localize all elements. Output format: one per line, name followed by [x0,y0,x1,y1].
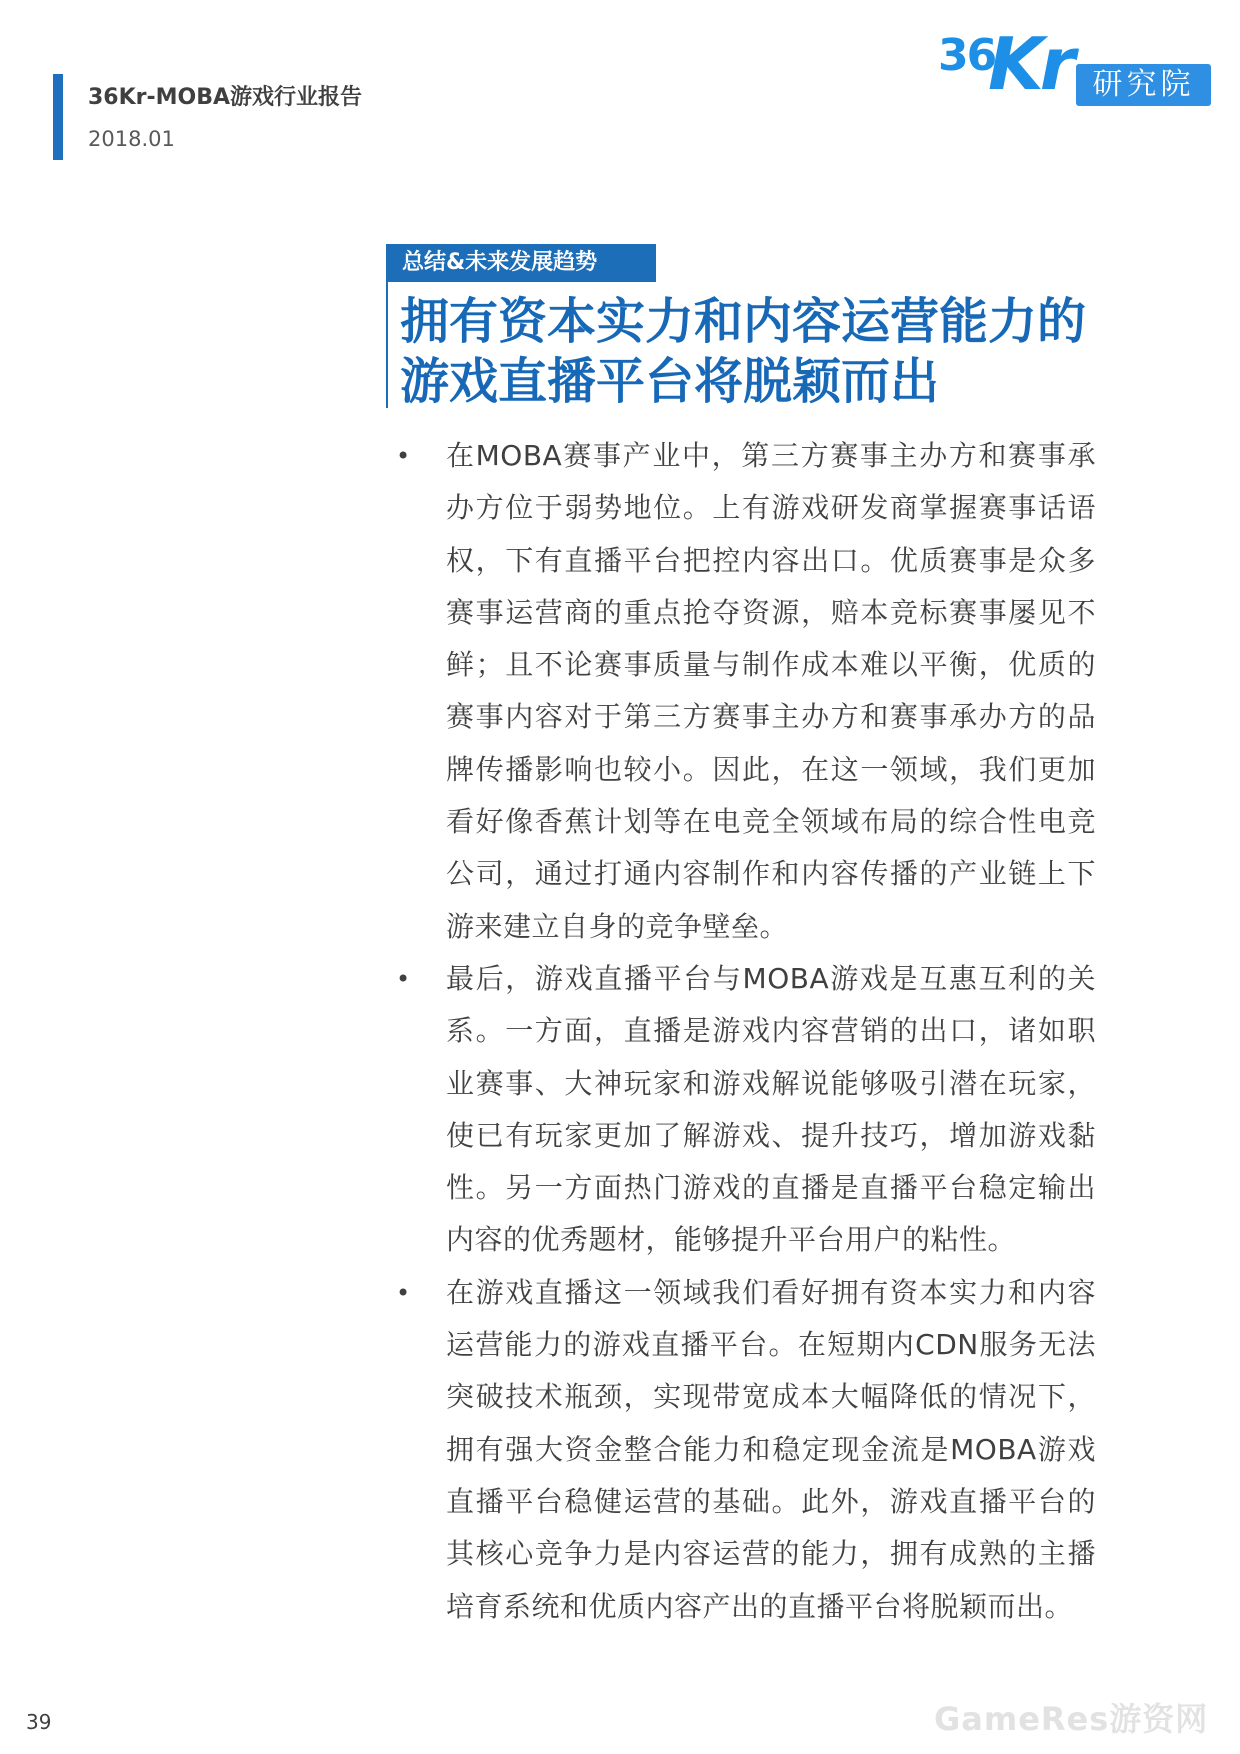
bullet-marker: • [396,1278,411,1307]
report-date: 2018.01 [88,127,175,151]
brand-logo [938,22,1213,118]
header-accent-bar [53,74,63,160]
page-number: 39 [26,1710,52,1734]
bullet-item [396,430,1096,953]
logo-badge: 研究院 [1076,64,1211,106]
bullet-marker: • [396,442,411,470]
bullet-item [396,953,1096,1267]
page-title [400,292,1120,412]
logo-kr-text: Kr [988,22,1072,106]
bullet-text: 在游戏直播这一领域我们看好拥有资本实力和内容运营能力的游戏直播平台。在短期内CDN服务无法突破技术瓶颈，实现带宽成本大幅降低的情况下，拥有强大资金整合能力和稳定现金流是MOBA游戏直播平台稳健运营的基础。此外，游戏直播平台的其核心竞争力是内容运营的能力，拥有成熟的主播培育系统和优质内容产出的直播平台将脱颖而出。 [446,1275,1096,1623]
bullet-text: 最后，游戏直播平台与MOBA游戏是互惠互利的关系。一方面，直播是游戏内容营销的出口，诸如职业赛事、大神玩家和游戏解说能够吸引潜在玩家，使已有玩家更加了解游戏、提升技巧，增加游戏黏性。另一方面热门游戏的直播是直播平台稳定输出内容的优秀题材，能够提升平台用户的粘性。 [446,961,1096,1257]
bullet-item [396,1267,1096,1633]
bullet-marker: • [396,964,411,993]
bullet-list [396,430,1096,1633]
section-tag: 总结&未来发展趋势 [386,244,656,282]
watermark: GameRes游资网 [934,1700,1209,1738]
bullet-text: 在MOBA赛事产业中，第三方赛事主办方和赛事承办方位于弱势地位。上有游戏研发商掌握赛事话语权，下有直播平台把控内容出口。优质赛事是众多赛事运营商的重点抢夺资源，赔本竞标赛事屡见不鲜；且不论赛事质量与制作成本难以平衡，优质的赛事内容对于第三方赛事主办方和赛事承办方的品牌传播影响也较小。因此，在这一领域，我们更加看好像香蕉计划等在电竞全领域布局的综合性电竞公司，通过打通内容制作和内容传播的产业链上下游来建立自身的竞争壁垒。 [446,439,1096,943]
logo-36-text: 36 [938,30,996,81]
page-title-line-1: 拥有资本实力和内容运营能力的 [400,293,1087,350]
heading-rule [386,282,388,408]
report-title: 36Kr-MOBA游戏行业报告 [88,85,363,110]
page-title-line-2: 游戏直播平台将脱颖而出 [400,353,940,410]
